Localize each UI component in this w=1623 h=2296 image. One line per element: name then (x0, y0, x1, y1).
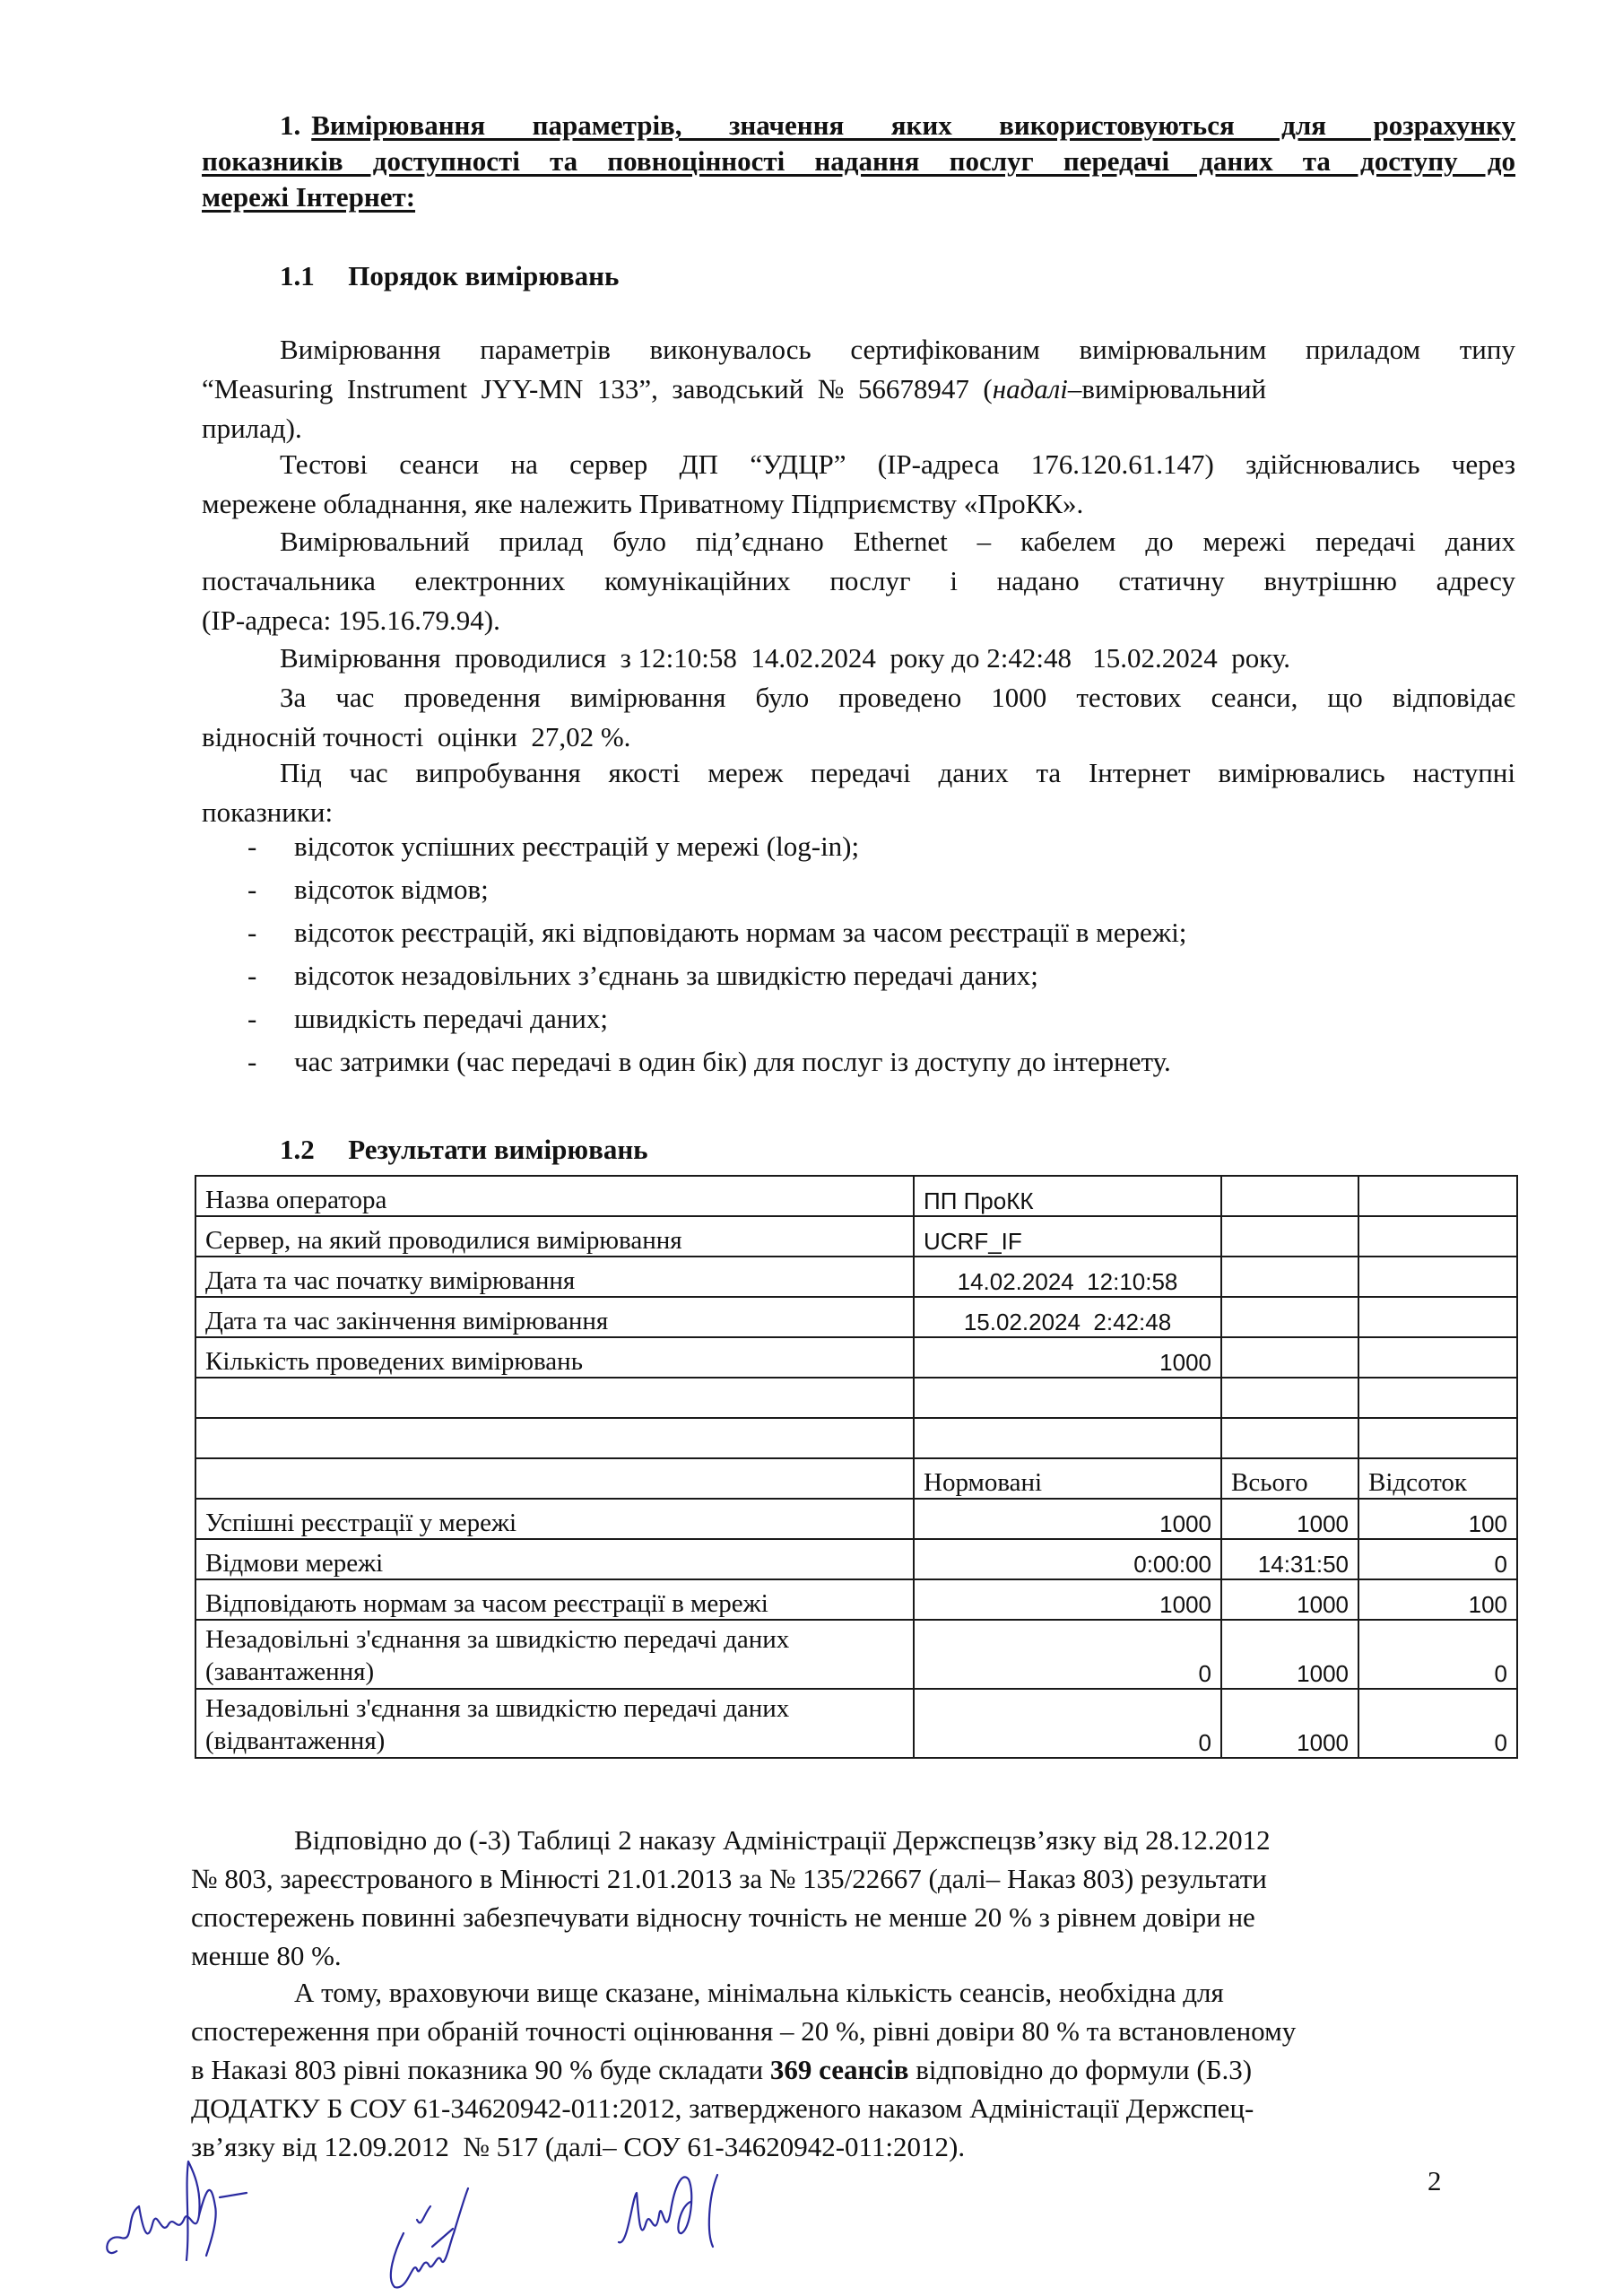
table-row (195, 1257, 1517, 1297)
bullet-dash: - (247, 874, 257, 905)
p6-line-2: показники: (202, 796, 334, 828)
section-1-number: 1. (280, 109, 301, 141)
paragraph-indicators (202, 753, 1515, 832)
table-row: Відмови мережі 0:00:00 14:31:50 0 (195, 1539, 1517, 1579)
section-1-title-line-3: мережі Інтернет: (202, 181, 416, 213)
bullet-dash: - (247, 1046, 257, 1077)
section-1-1-heading (280, 260, 619, 292)
paragraph-test-sessions (202, 445, 1515, 524)
required-sessions-value: 369 сеансів (769, 2054, 909, 2085)
table-row: Успішні реєстрації у мережі 1000 1000 100 (195, 1499, 1517, 1539)
server-value: UCRF_IF (914, 1216, 1221, 1257)
section-1-title-line-1: Вимірювання параметрів, значення яких використовуються для розрахунку (311, 109, 1515, 141)
section-1-title-line-2: показників доступності та повноцінності надання послуг передачі даних та доступу до (202, 145, 1515, 177)
p2-line-2: мережене обладнання, яке належить Приватному Підприємству «ПроКК». (202, 488, 1084, 519)
column-header-total: Всього (1221, 1458, 1358, 1499)
column-header-normed: Нормовані (914, 1458, 1221, 1499)
table-row-empty (195, 1378, 1517, 1418)
measurement-count-value: 1000 (914, 1337, 1221, 1378)
section-1-1-number: 1.1 (280, 260, 315, 291)
section-1-heading (202, 108, 1515, 215)
table-row (195, 1337, 1517, 1378)
p3-line-3: (IP-адреса: 195.16.79.94). (202, 604, 500, 636)
start-time-value: 14.02.2024 12:10:58 (914, 1257, 1221, 1297)
note-italic: надалі (992, 373, 1068, 404)
server-label: Сервер, на який проводилися вимірювання (195, 1216, 914, 1257)
bullet-dash: - (247, 960, 257, 991)
start-time-label: Дата та час початку вимірювання (195, 1257, 914, 1297)
table-row: Відповідають нормам за часом реєстрації в мережі 1000 1000 100 (195, 1579, 1517, 1620)
section-1-2-title: Результати вимірювань (348, 1134, 648, 1165)
table-row-empty (195, 1418, 1517, 1458)
bullet-dash: - (247, 831, 257, 862)
table-row (195, 1297, 1517, 1337)
paragraph-ethernet (202, 522, 1515, 640)
row-label: Успішні реєстрації у мережі (195, 1499, 914, 1539)
row-label: Відповідають нормам за часом реєстрації в мережі (195, 1579, 914, 1620)
p5-line-1: За час проведення вимірювання було проведено 1000 тестових сеанси, що відповідає (280, 682, 1515, 713)
column-header-percent: Відсоток (1358, 1458, 1517, 1499)
table-row: Незадовільні з'єднання за швидкістю передачі даних (відвантаження) 0 1000 0 (195, 1689, 1517, 1758)
paragraph-measurement-period: Вимірювання проводилися з 12:10:58 14.02.2024 року до 2:42:48 15.02.2024 року. (280, 642, 1291, 674)
operator-name-label: Назва оператора (195, 1176, 914, 1216)
section-1-2-heading (280, 1132, 648, 1168)
page-number: 2 (1428, 2165, 1442, 2196)
paragraph-session-count (202, 678, 1515, 757)
paragraph-accuracy-requirement: Відповідно до (-3) Таблиці 2 наказу Адміністрації Держспецзв’язку від 28.12.2012 № 803, зареєстрованого в Мінюсті 21.01.2013 за № 135/22667 (далі– Наказ 803) результати спостережень повинні забезпечувати відносну точність не менше 20 % з рівнем довіри не менше 80 %. (191, 1824, 1271, 1971)
p1-line-3: прилад). (202, 413, 302, 444)
p1-line-1: Вимірювання параметрів виконувалось сертифікованим вимірювальним приладом типу (280, 334, 1515, 365)
measurement-count-label: Кількість проведених вимірювань (195, 1337, 914, 1378)
table-header-row (195, 1458, 1517, 1499)
section-1-2-number: 1.2 (280, 1134, 315, 1165)
bullet-dash: - (247, 1003, 257, 1034)
document-page: 1. Вимірювання параметрів, значення яких використовуються для розрахунку показників доступності та повноцінності надання послуг передачі даних та доступу до мережі Інтернет: 1.1 Порядок вимірювань Вимірювання параметрів виконувалось сертифікованим вимірювальним приладом типу “Measuring Instrument JYY-MN 133”, заводський № 56678947 ( надалі–вимірювальний прилад). Тестові сеанси на сервер ДП “УДЦР” (IP-адреса 176.120.61.147) здійснювались через мережене обладнання, яке належить Приватному Підприємству «ПроКК». Вимірювальний прилад було під’єднано Ethernet – кабелем до мережі передачі даних постачальника електронних комунікаційних послуг і надано статичну внутрішню адресу (IP-адреса: 195.16.79.94). Вимірювання проводилися з 12:10:58 14.02.2024 року до 2:42:48 15.02.2024 року. За час проведення вимірювання було проведено 1000 тестових сеанси, що відповідає відносній точності оцінки 27,02 %. Під час випробування якості мереж передачі даних та Інтернет вимірювались наступні показники: - відсоток успішних реєстрацій у мережі (log-in); - відсоток відмов; - відсоток реєстрацій, які відповідають нормам за часом реєстрації в мережі; - відсоток незадовільних з’єднань за швидкістю передачі даних; - швидкість передачі даних; - час затримки (час передачі в один бік) для послуг із доступу до інтернету. 1.2 Результати вимірювань Назва оператора ПП ПроКК Сервер, на який проводилися вимірювання UCRF_IF Дата та час початку вимірювання 14.02.2024 12:10:58 Дата та час закінчення вимірювання 15.02.2024 2:42:48 Кількість проведених вимірювань 1000 Нормовані Всього Відсоток Успішні реєстрації у мережі 1000 1000 100 Відмови мережі 0:00:00 14:31:50 0 Відповідають нормам за часом реєстрації в мережі 1000 1000 100 Незадовільні з'єднання за швидкістю передачі даних (завантаження) 0 1000 0 Незадовільні з'єднання за швидкістю передачі даних (відвантаження) 0 1000 0 Відповідно до (-3) Таблиці 2 наказу Адміністрації Держспецзв’язку від 28.12.2012 № 803, зареєстрованого в Мінюсті 21.01.2013 за № 135/22667 (далі– Наказ 803) результати спостережень повинні забезпечувати відносну точність не менше 20 % з рівнем довіри не менше 80 %. А тому, враховуючи вище сказане, мінімальна кількість сеансів, необхідна для спостереження при обраній точності оцінювання – 20 %, рівні довіри 80 % та встановленому в Наказі 803 рівні показника 90 % буде складати 369 сеансів відповідно до формули (Б.3) ДОДАТКУ Б СОУ 61-34620942-011:2012, затвердженого наказом Адміністації Держспец- зв’язку від 12.09.2012 № 517 (далі– СОУ 61-34620942-011:2012). 2 (0, 0, 1623, 2296)
p1-line-2: “Measuring Instrument JYY-MN 133”, заводський № 56678947 ( надалі–вимірювальний (202, 373, 1267, 404)
p2-line-1: Тестові сеанси на сервер ДП “УДЦР” (IP-адреса 176.120.61.147) здійснювались через (280, 448, 1515, 480)
row-label: Незадовільні з'єднання за швидкістю передачі даних (відвантаження) (195, 1689, 914, 1758)
p3-line-2: постачальника електронних комунікаційних послуг і надано статичну внутрішню адресу (202, 565, 1515, 596)
operator-name-value: ПП ПроКК (914, 1176, 1221, 1216)
p5-line-2: відносній точності оцінки 27,02 %. (202, 721, 631, 752)
row-label: Відмови мережі (195, 1539, 914, 1579)
paragraph-minimum-sessions: А тому, враховуючи вище сказане, мінімальна кількість сеансів, необхідна для спостереження при обраній точності оцінювання – 20 %, рівні довіри 80 % та встановленому в Наказі 803 рівні показника 90 % буде складати 369 сеансів відповідно до формули (Б.3) ДОДАТКУ Б СОУ 61-34620942-011:2012, затвердженого наказом Адміністації Держспец- зв’язку від 12.09.2012 № 517 (далі– СОУ 61-34620942-011:2012). (191, 1977, 1297, 2162)
p3-line-1: Вимірювальний прилад було під’єднано Ethernet – кабелем до мережі передачі даних (280, 526, 1515, 557)
signature-3-icon (610, 2161, 753, 2269)
table-row (195, 1176, 1517, 1216)
signature-1-icon (99, 2152, 260, 2278)
table-row: Незадовільні з'єднання за швидкістю передачі даних (завантаження) 0 1000 0 (195, 1620, 1517, 1689)
paragraph-instrument (202, 330, 1515, 448)
bullet-dash: - (247, 917, 257, 948)
table-row (195, 1216, 1517, 1257)
results-table (195, 1175, 1518, 1759)
end-time-value: 15.02.2024 2:42:48 (914, 1297, 1221, 1337)
p6-line-1: Під час випробування якості мереж передачі даних та Інтернет вимірювались наступні (280, 757, 1515, 788)
signature-2-icon (368, 2179, 511, 2296)
row-label: Незадовільні з'єднання за швидкістю передачі даних (завантаження) (195, 1620, 914, 1689)
section-1-1-title: Порядок вимірювань (348, 260, 620, 291)
end-time-label: Дата та час закінчення вимірювання (195, 1297, 914, 1337)
